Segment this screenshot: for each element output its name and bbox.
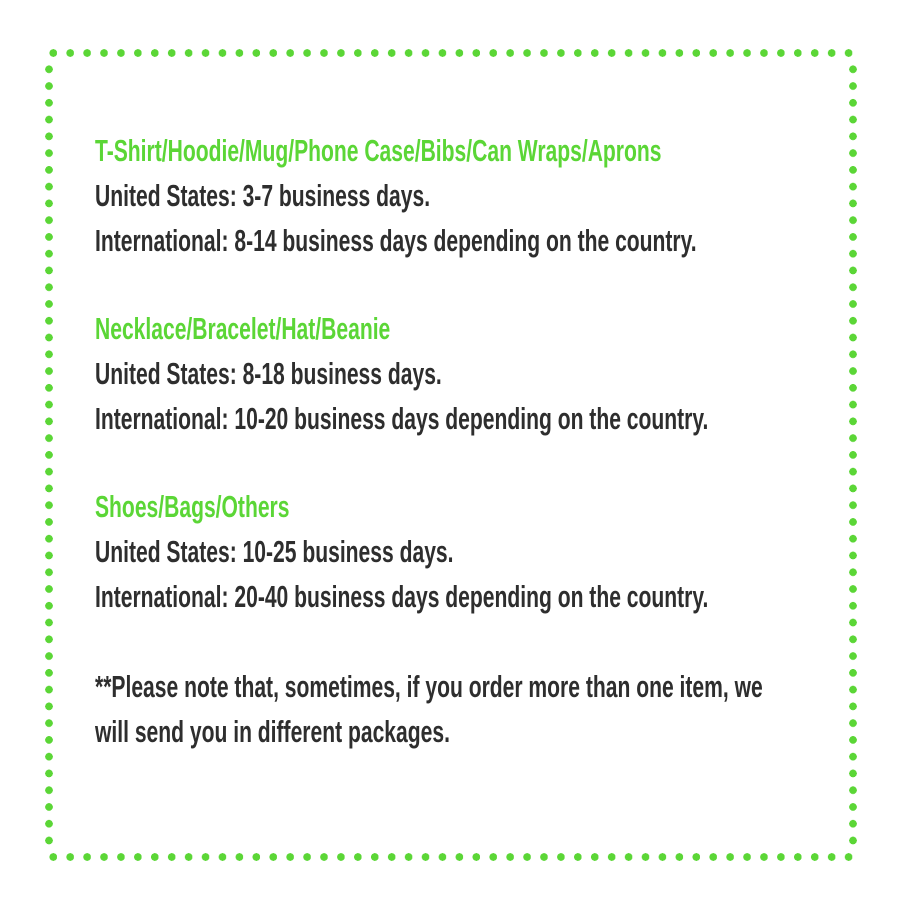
dotted-border-left <box>45 61 53 849</box>
us-shipping-line: United States: 3-7 business days. <box>95 178 431 213</box>
packages-note-line-2: will send you in different packages. <box>95 714 450 749</box>
section-heading-shoes-bags: Shoes/Bags/Others <box>95 489 290 524</box>
dotted-border-right <box>849 61 857 849</box>
shipping-info-content <box>95 128 763 754</box>
us-shipping-line: United States: 8-18 business days. <box>95 356 442 391</box>
packages-note-line-1: **Please note that, sometimes, if you order more than one item, we <box>95 669 763 704</box>
international-shipping-line: International: 10-20 business days depending on the country. <box>95 401 709 436</box>
shipping-section-apparel <box>95 128 763 263</box>
packages-note <box>95 664 763 754</box>
us-shipping-line: United States: 10-25 business days. <box>95 534 454 569</box>
section-heading-accessories: Necklace/Bracelet/Hat/Beanie <box>95 311 391 346</box>
international-shipping-line: International: 20-40 business days depending on the country. <box>95 579 709 614</box>
dotted-border-top <box>45 49 857 57</box>
section-heading-apparel: T-Shirt/Hoodie/Mug/Phone Case/Bibs/Can Wraps/Aprons <box>95 133 662 168</box>
shipping-section-accessories <box>95 306 763 441</box>
dotted-border-bottom <box>45 853 857 861</box>
shipping-section-shoes-bags <box>95 484 763 619</box>
international-shipping-line: International: 8-14 business days depending on the country. <box>95 223 697 258</box>
